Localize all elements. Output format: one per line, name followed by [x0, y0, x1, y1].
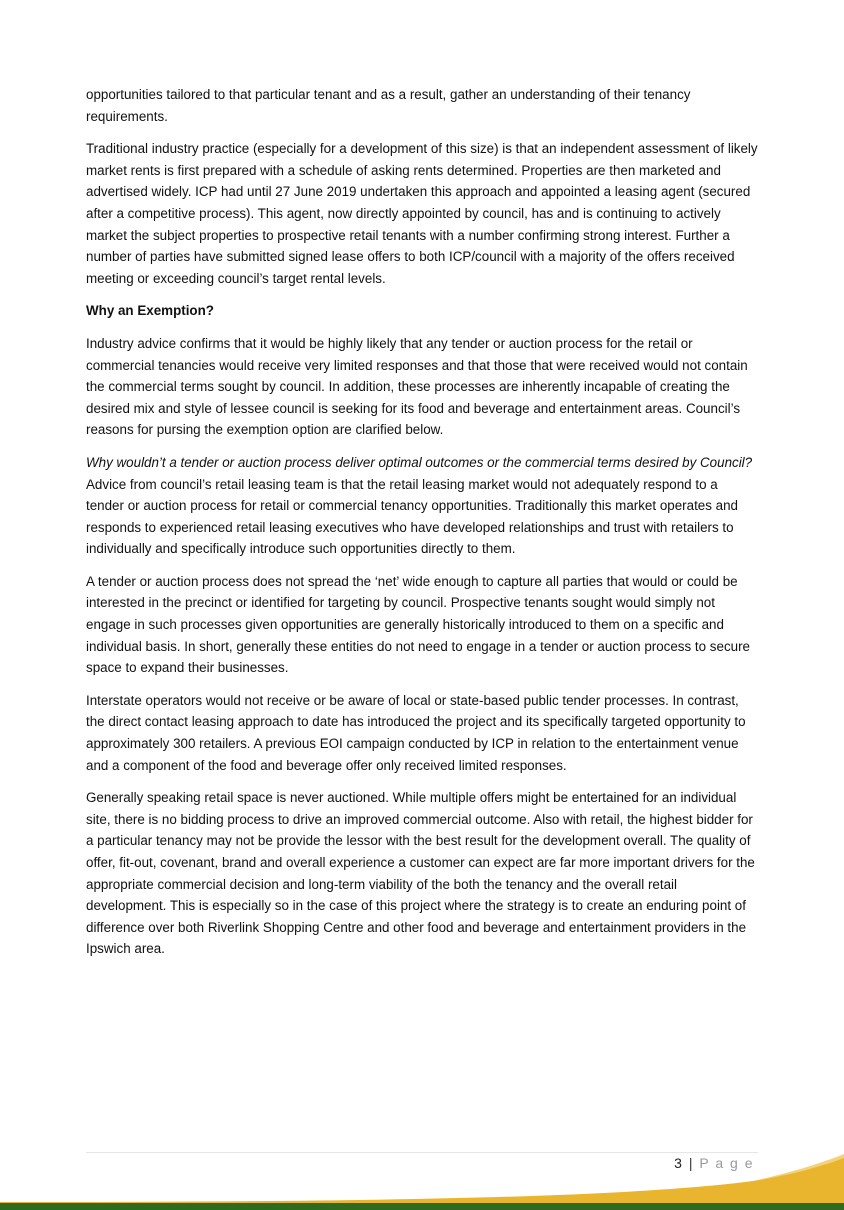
paragraph-why-tender-fails-text: Advice from council’s retail leasing team is that the retail leasing market would not adequately respond to a tender or auction process for retail or commercial tenancy opportunities. Traditionally this market operates and responds to experienced retail leasing executives who have developed relationships and trust with retailers to individually and specifically introduce such opportunities directly to them.: [86, 476, 738, 557]
paragraph-why-tender-fails: [86, 452, 758, 560]
gold-swoosh: [0, 1158, 844, 1210]
paragraph-retail-never-auctioned: Generally speaking retail space is never auctioned. While multiple offers might be entertained for an individual site, there is no bidding process to drive an improved commercial outcome. Also with retail, the highest bidder for a particular tenancy may not be provide the lessor with the best result for the development overall. The quality of offer, fit-out, covenant, brand and overall experience a customer can expect are far more important drivers for the appropriate commercial decision and long-term viability of the both the tenancy and the overall retail development. This is especially so in the case of this project where the strategy is to create an enduring point of difference over both Riverlink Shopping Centre and other food and beverage and entertainment providers in the Ipswich area.: [86, 790, 755, 957]
footer-decorative-band: [0, 1140, 844, 1210]
paragraph-tenant-opportunities: opportunities tailored to that particular tenant and as a result, gather an understanding of their tenancy requirements.: [86, 87, 691, 124]
italic-question: Why wouldn’t a tender or auction process deliver optimal outcomes or the commercial terms desired by Council?: [86, 454, 753, 470]
section-heading-why-exemption: Why an Exemption?: [86, 303, 214, 319]
page-number-separator: |: [688, 1155, 694, 1171]
green-band: [0, 1203, 844, 1210]
paragraph-industry-advice: Industry advice confirms that it would be highly likely that any tender or auction process for the retail or commercial tenancies would receive very limited responses and that those that were received would not contain the commercial terms sought by council. In addition, these processes are inherently incapable of creating the desired mix and style of lessee council is seeking for its food and beverage and entertainment areas. Council’s reasons for pursing the exemption option are clarified below.: [86, 335, 748, 438]
page-word: P a g e: [699, 1155, 754, 1171]
paragraph-industry-practice: Traditional industry practice (especially for a development of this size) is that an independent assessment of likely market rents is first prepared with a schedule of asking rents determined. Properties are then marketed and advertised widely. ICP had until 27 June 2019 undertaken this approach and appointed a leasing agent (secured after a competitive process). This agent, now directly appointed by council, has and is continuing to actively market the subject properties to prospective retail tenants with a number confirming strong interest. Further a number of parties have submitted signed lease offers to both ICP/council with a majority of the offers received meeting or exceeding council’s target rental levels.: [86, 141, 758, 286]
page-number-value: 3: [674, 1155, 684, 1171]
paragraph-net-wide: A tender or auction process does not spread the ‘net’ wide enough to capture all parties that would or could be interested in the precinct or identified for targeting by council. Prospective tenants sought would simply not engage in such processes given opportunities are generally historically introduced to them on a specific and individual basis. In short, generally these entities do not need to engage in a tender or auction process to secure space to expand their businesses.: [86, 573, 751, 676]
paragraph-interstate-operators: Interstate operators would not receive or be aware of local or state-based public tender processes. In contrast, the direct contact leasing approach to date has introduced the project and its specifically targeted opportunity to approximately 300 retailers. A previous EOI campaign conducted by ICP in relation to the entertainment venue and a component of the food and beverage offer only received limited responses.: [86, 692, 746, 773]
document-body: [86, 84, 758, 971]
